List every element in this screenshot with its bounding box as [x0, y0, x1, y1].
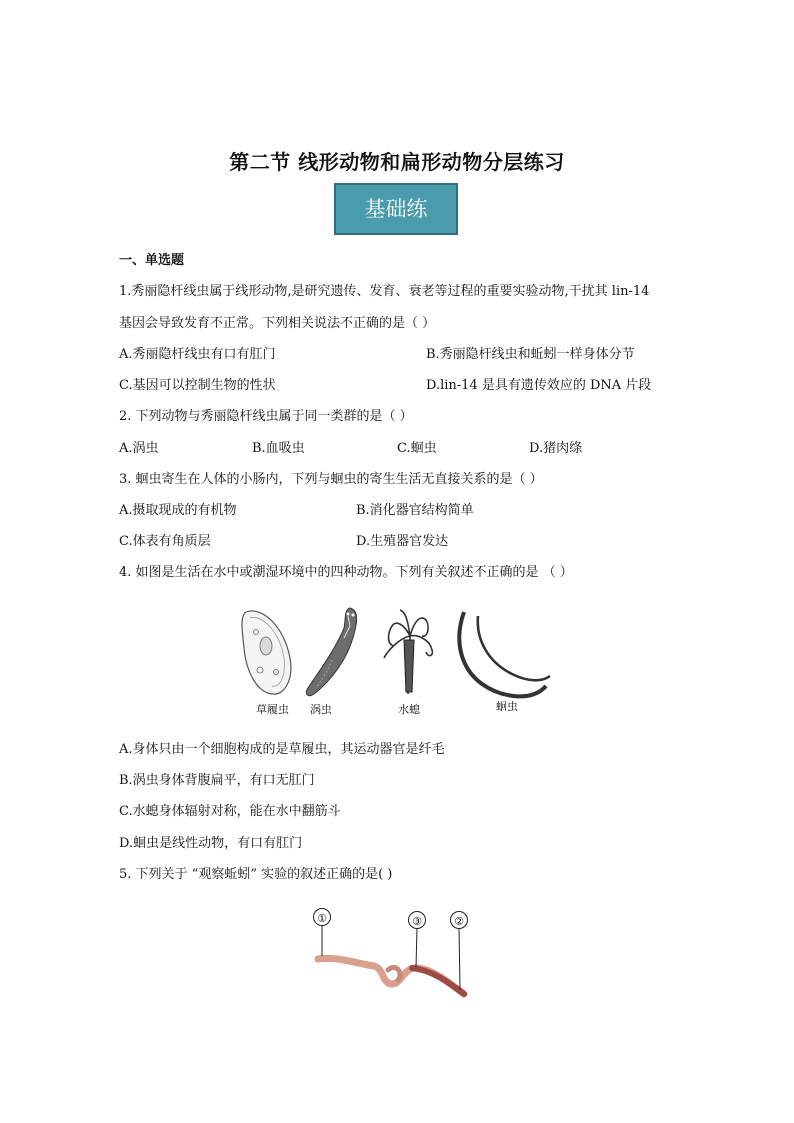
q2-option-c: C.蛔虫 [397, 441, 437, 456]
figure-label-1: ① [317, 912, 327, 925]
earthworm-drawing [318, 958, 464, 994]
figure-label-2: ② [454, 915, 464, 928]
q4-option-b: B.涡虫身体背腹扁平，有口无肛门 [119, 773, 315, 788]
planarian-drawing [306, 608, 356, 696]
q2-stem: 2. 下列动物与秀丽隐杆线虫属于同一类群的是（ ） [119, 409, 413, 424]
figure-label-paramecium: 草履虫 [256, 703, 289, 716]
q3-option-a: A.摄取现成的有机物 [119, 503, 237, 518]
figure-label-3: ③ [412, 915, 422, 928]
q1-stem-line1: 1.秀丽隐杆线虫属于线形动物,是研究遗传、发育、衰老等过程的重要实验动物,干扰其 lin-14 [119, 284, 650, 299]
level-badge: 基础练 [334, 183, 458, 235]
q4-option-a: A.身体只由一个细胞构成的是草履虫，其运动器官是纤毛 [119, 742, 445, 757]
q5-stem: 5. 下列关于 “观察蚯蚓” 实验的叙述正确的是( ) [119, 867, 393, 882]
q3-option-d: D.生殖器官发达 [356, 534, 449, 549]
q4-stem: 4. 如图是生活在水中或潮湿环境中的四种动物。下列有关叙述不正确的是 （ ） [119, 565, 573, 580]
q1-option-b: B.秀丽隐杆线虫和蚯蚓一样身体分节 [426, 347, 635, 362]
q4-option-c: C.水螅身体辐射对称，能在水中翻筋斗 [119, 804, 341, 819]
roundworm-drawing [459, 612, 550, 696]
q1-stem-line2: 基因会导致发育不正常。下列相关说法不正确的是（ ） [119, 316, 436, 331]
q1-option-a: A.秀丽隐杆线虫有口有肛门 [119, 347, 276, 362]
q1-option-c: C.基因可以控制生物的性状 [119, 378, 276, 393]
hydra-drawing [384, 610, 432, 694]
q3-option-c: C.体表有角质层 [119, 534, 211, 549]
q2-option-b: B.血吸虫 [252, 441, 305, 456]
q4-option-d: D.蛔虫是线性动物，有口有肛门 [119, 836, 303, 851]
page-title: 第二节 线形动物和扁形动物分层练习 [229, 150, 565, 174]
four-animals-figure [232, 600, 562, 722]
earthworm-figure [308, 904, 478, 1004]
q2-option-d: D.猪肉绦 [529, 441, 583, 456]
section-heading: 一、单选题 [119, 253, 185, 268]
q3-option-b: B.消化器官结构简单 [356, 503, 474, 518]
figure-label-planarian: 涡虫 [310, 703, 332, 716]
q1-option-d: D.lin-14 是具有遗传效应的 DNA 片段 [426, 378, 652, 393]
q3-stem: 3. 蛔虫寄生在人体的小肠内，下列与蛔虫的寄生生活无直接关系的是（ ） [119, 472, 543, 487]
q2-option-a: A.涡虫 [119, 441, 159, 456]
figure-label-hydra: 水螅 [398, 703, 420, 716]
figure-label-roundworm: 蛔虫 [496, 700, 518, 713]
paramecium-drawing [242, 611, 291, 694]
